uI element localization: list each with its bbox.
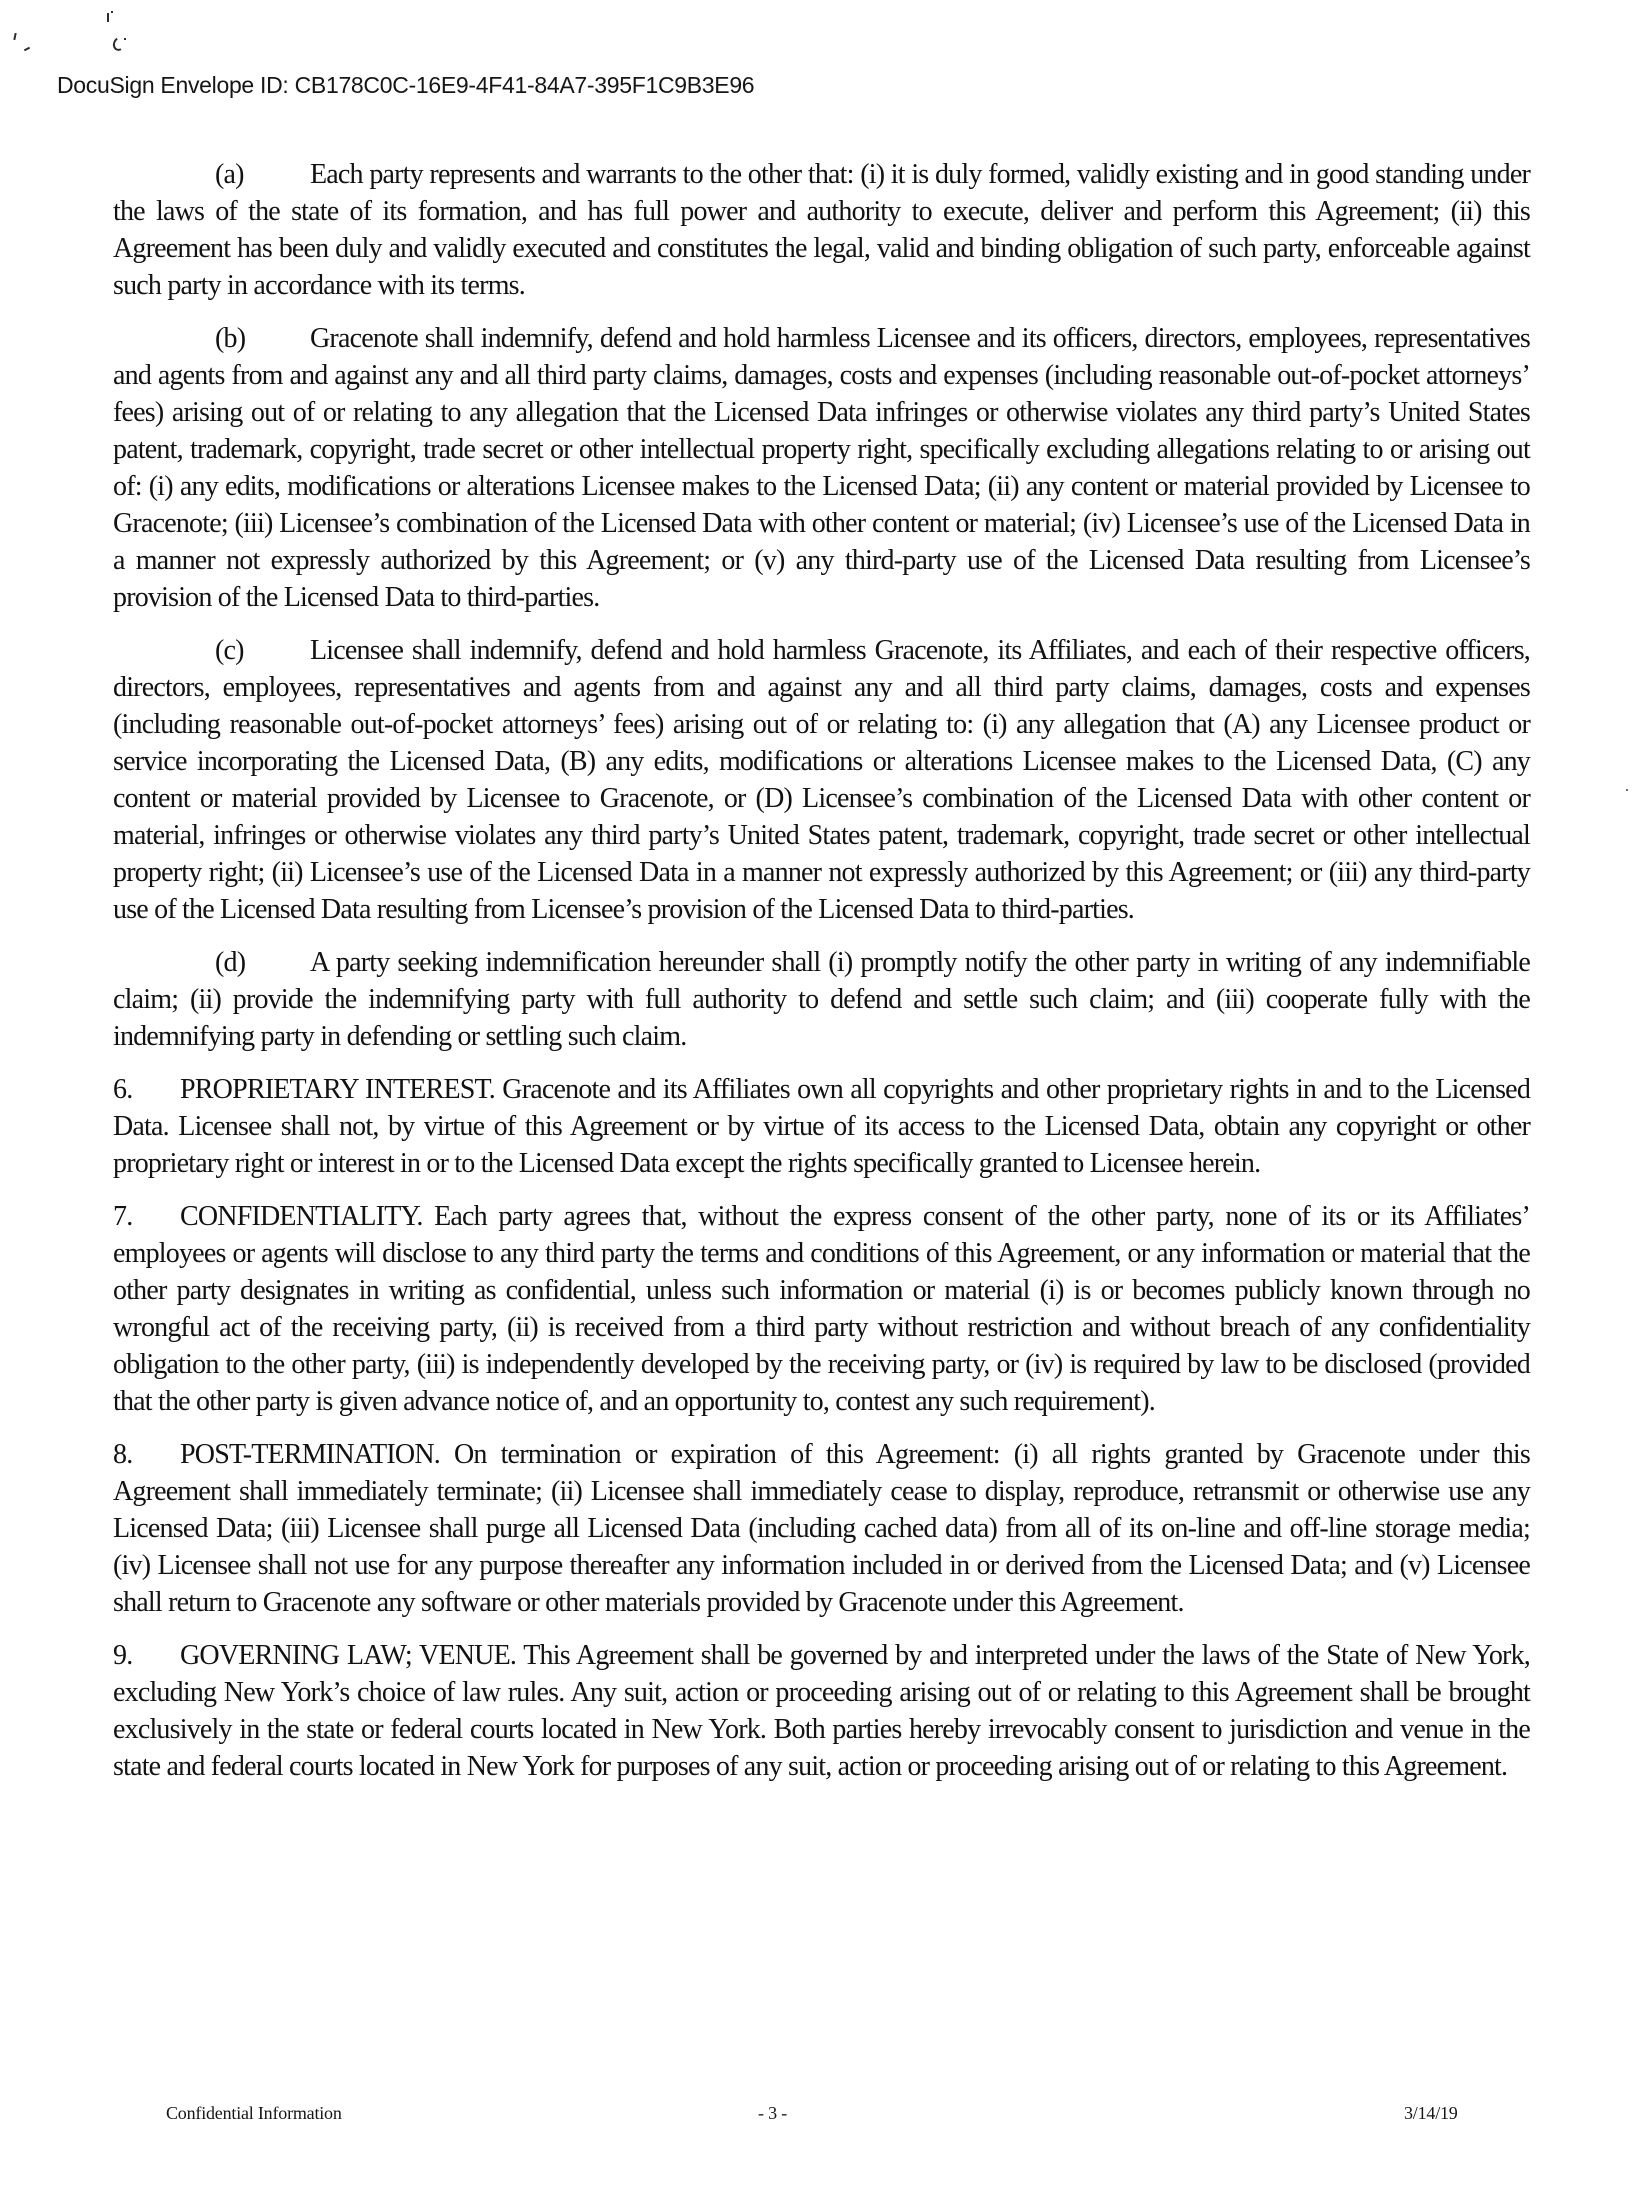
section-9-heading: GOVERNING LAW; VENUE. xyxy=(180,1640,517,1671)
section-8-text: On termination or expiration of this Agreement: (i) all rights granted by Gracenote under this Agreement shall immediately terminate; (ii) Licensee shall immediately cease to display, reproduce, retransmit or otherwise use any Licensed Data; (iii) Licensee shall purge all Licensed Data (including cached data) from all of its on-line and off-line storage media; (iv) Licensee shall not use for any purpose thereafter any information included in or derived from the Licensed Data; and (v) Licensee shall return to Gracenote any software or other materials provided by Gracenote under this Agreement. xyxy=(113,1439,1530,1618)
section-9-text: This Agreement shall be governed by and interpreted under the laws of the State of New York, excluding New York’s choice of law rules. Any suit, action or proceeding arising out of or relating to this Agreement shall be brought exclusively in the state or federal courts located in New York. Both parties hereby irrevocably consent to jurisdiction and venue in the state and federal courts located in New York for purposes of any suit, action or proceeding arising out of or relating to this Agreement. xyxy=(113,1640,1530,1782)
footer-date: 3/14/19 xyxy=(1404,2103,1458,2123)
document-body xyxy=(113,156,1530,1785)
docusign-envelope-id: DocuSign Envelope ID: CB178C0C-16E9-4F41-84A7-395F1C9B3E96 xyxy=(57,72,755,98)
paragraph-d xyxy=(113,944,1530,1055)
section-8-number: 8. xyxy=(113,1439,133,1470)
section-8-post-termination xyxy=(113,1436,1530,1621)
scan-speck xyxy=(1626,789,1628,791)
scan-speck xyxy=(111,11,113,13)
paragraph-b-text: Gracenote shall indemnify, defend and hold harmless Licensee and its officers, directors, employees, representatives and agents from and against any and all third party claims, damages, costs and expenses (including reasonable out-of-pocket attorneys’ fees) arising out of or relating to any allegation that the Licensed Data infringes or otherwise violates any third party’s United States patent, trademark, copyright, trade secret or other intellectual property right, specifically excluding allegations relating to or arising out of: (i) any edits, modifications or alterations Licensee makes to the Licensed Data; (ii) any content or material provided by Licensee to Gracenote; (iii) Licensee’s combination of the Licensed Data with other content or material; (iv) Licensee’s use of the Licensed Data in a manner not expressly authorized by this Agreement; or (v) any third-party use of the Licensed Data resulting from Licensee’s provision of the Licensed Data to third-parties. xyxy=(113,323,1530,613)
scan-speck xyxy=(24,47,30,52)
page-footer xyxy=(0,2103,1632,2133)
paragraph-a-label: (a) xyxy=(215,159,244,190)
scan-speck xyxy=(124,38,126,40)
paragraph-c-label: (c) xyxy=(215,635,244,666)
paragraph-d-text: A party seeking indemnification hereunder shall (i) promptly notify the other party in writing of any indemnifiable claim; (ii) provide the indemnifying party with full authority to defend and settle such claim; and (iii) cooperate fully with the indemnifying party in defending or settling such claim. xyxy=(113,947,1530,1052)
paragraph-b-label: (b) xyxy=(215,323,246,354)
paragraph-c xyxy=(113,632,1530,928)
section-7-confidentiality xyxy=(113,1198,1530,1420)
footer-confidential-label: Confidential Information xyxy=(166,2103,342,2123)
scan-speck xyxy=(13,33,16,40)
section-9-number: 9. xyxy=(113,1640,133,1671)
section-6-number: 6. xyxy=(113,1074,133,1105)
section-6-heading: PROPRIETARY INTEREST. xyxy=(180,1074,495,1105)
paragraph-a xyxy=(113,156,1530,304)
paragraph-a-text: Each party represents and warrants to the other that: (i) it is duly formed, validly existing and in good standing under the laws of the state of its formation, and has full power and authority to execute, deliver and perform this Agreement; (ii) this Agreement has been duly and validly executed and constitutes the legal, valid and binding obligation of such party, enforceable against such party in accordance with its terms. xyxy=(113,159,1530,301)
section-7-heading: CONFIDENTIALITY. xyxy=(180,1201,423,1232)
paragraph-c-text: Licensee shall indemnify, defend and hold harmless Gracenote, its Affiliates, and each of their respective officers, directors, employees, representatives and agents from and against any and all third party claims, damages, costs and expenses (including reasonable out-of-pocket attorneys’ fees) arising out of or relating to: (i) any allegation that (A) any Licensee product or service incorporating the Licensed Data, (B) any edits, modifications or alterations Licensee makes to the Licensed Data, (C) any content or material provided by Licensee to Gracenote, or (D) Licensee’s combination of the Licensed Data with other content or material, infringes or otherwise violates any third party’s United States patent, trademark, copyright, trade secret or other intellectual property right; (ii) Licensee’s use of the Licensed Data in a manner not expressly authorized by this Agreement; or (iii) any third-party use of the Licensed Data resulting from Licensee’s provision of the Licensed Data to third-parties. xyxy=(113,635,1530,925)
section-6-text: Gracenote and its Affiliates own all copyrights and other proprietary rights in and to the Licensed Data. Licensee shall not, by virtue of this Agreement or by virtue of its access to the Licensed Data, obtain any copyright or other proprietary right or interest in or to the Licensed Data except the rights specifically granted to Licensee herein. xyxy=(113,1074,1531,1179)
section-9-governing-law-venue xyxy=(113,1637,1530,1785)
paragraph-b xyxy=(113,320,1530,616)
section-8-heading: POST-TERMINATION. xyxy=(180,1439,440,1470)
scan-speck xyxy=(107,13,109,22)
footer-page-number: - 3 - xyxy=(758,2103,787,2123)
paragraph-d-label: (d) xyxy=(215,947,246,978)
section-6-proprietary-interest xyxy=(113,1071,1530,1182)
section-7-text: Each party agrees that, without the express consent of the other party, none of its or its Affiliates’ employees or agents will disclose to any third party the terms and conditions of this Agreement, or any information or material that the other party designates in writing as confidential, unless such information or material (i) is or becomes publicly known through no wrongful act of the receiving party, (ii) is received from a third party without restriction and without breach of any confidentiality obligation to the other party, (iii) is independently developed by the receiving party, or (iv) is required by law to be disclosed (provided that the other party is given advance notice of, and an opportunity to, contest any such requirement). xyxy=(113,1201,1530,1417)
section-7-number: 7. xyxy=(113,1201,133,1232)
